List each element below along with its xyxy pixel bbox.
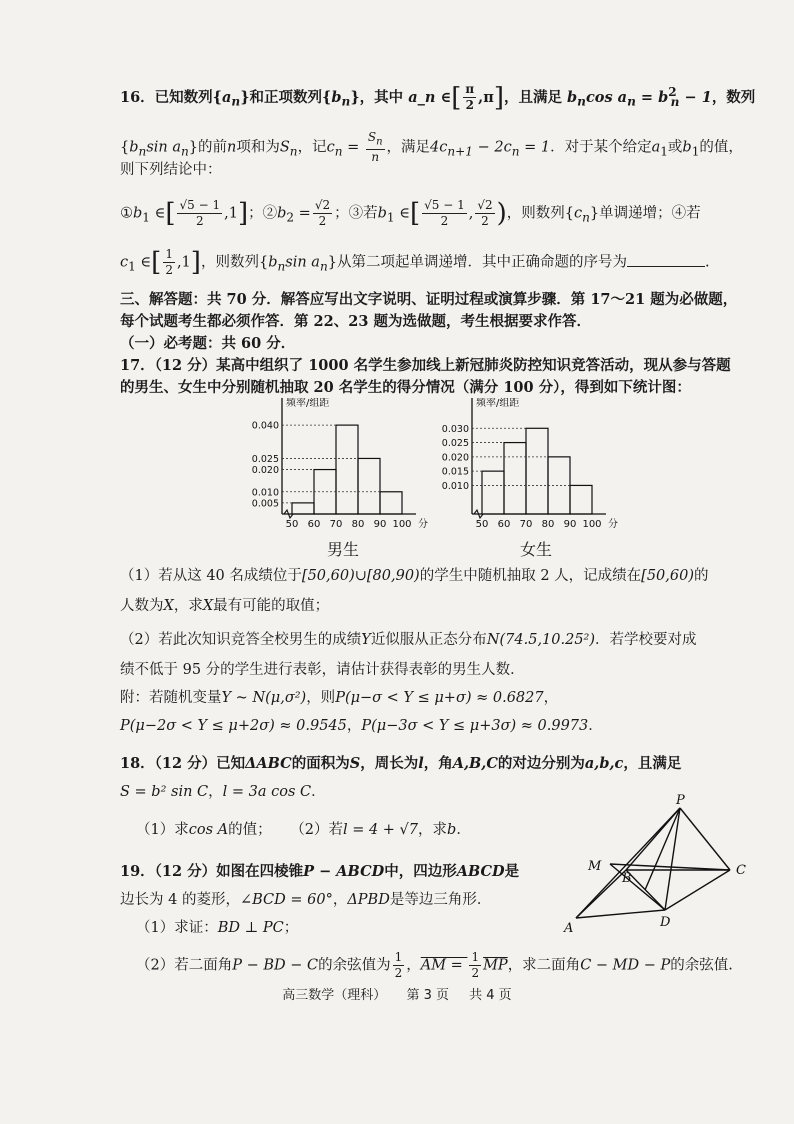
edge-AD xyxy=(576,910,665,918)
answer-blank[interactable] xyxy=(627,252,705,267)
bar-70-80 xyxy=(336,425,358,514)
x-tick-label: 90 xyxy=(563,519,577,530)
y-tick-label: 0.020 xyxy=(441,452,469,464)
page-footer xyxy=(0,984,794,1003)
x-axis-label: 分 xyxy=(418,519,428,530)
female-chart-title: 女生 xyxy=(520,540,553,559)
y-tick-label: 0.005 xyxy=(251,498,279,510)
edge-MD xyxy=(610,864,665,910)
section3-line1: 三、解答题：共 70 分．解答应写出文字说明、证明过程或演算步骤．第 17～21 题为必做题， xyxy=(120,291,738,308)
q17-part1-cont: 人数为X，求X最有可能的取值； xyxy=(120,598,330,614)
q17-part1: （1）若从这 40 名成绩位于[50,60)∪[80,90)的学生中随机抽取 2 人，记成绩在[50,60)的 xyxy=(120,568,709,584)
q16-line3: 则下列结论中： xyxy=(120,162,222,178)
y-tick-label: 0.030 xyxy=(441,423,469,435)
section3-line2: 每个试题考生都必须作答．第 22、23 题为选做题，考生根据要求作答． xyxy=(120,313,591,330)
x-tick-label: 50 xyxy=(475,519,489,530)
x-tick-label: 50 xyxy=(285,519,299,530)
q17-line2: 的男生、女生中分别随机抽取 20 名学生的得分情况（满分 100 分），得到如下统计图： xyxy=(120,379,691,396)
edge-PC xyxy=(680,808,730,870)
male-chart-title: 男生 xyxy=(327,540,360,559)
bar-50-60 xyxy=(292,503,314,514)
q17-attachment-2: P(μ−2σ < Y ≤ μ+2σ) ≈ 0.9545，P(μ−3σ < Y ≤ μ+3σ) ≈ 0.9973． xyxy=(120,718,603,734)
q19-line2: 边长为 4 的菱形，∠BCD = 60°，ΔPBD是等边三角形． xyxy=(120,892,492,908)
label-C: C xyxy=(736,863,746,878)
x-tick-label: 80 xyxy=(351,519,365,530)
bar-80-90 xyxy=(548,457,570,514)
x-tick-label: 70 xyxy=(519,519,533,530)
x-tick-label: 70 xyxy=(329,519,343,530)
q19-part1: （1）求证：BD ⊥ PC； xyxy=(136,920,299,936)
q16-line2: {$b_n\sin$ $a_n$}的前n项和为$S_n$，记$c_n$ = $\frac{S_n}{n}$ ，满足$4c_{n+1} - 2c_n = 1$．对于某个给定$a_1$或$b_1$的值， xyxy=(120,130,743,165)
bar-70-80 xyxy=(526,428,548,514)
x-tick-label: 90 xyxy=(373,519,387,530)
x-tick-label: 100 xyxy=(392,519,412,530)
label-B: B xyxy=(622,871,632,886)
section3-line3: （一）必考题：共 60 分． xyxy=(120,335,296,352)
x-tick-label: 60 xyxy=(497,519,511,530)
edge-AB xyxy=(576,870,626,918)
y-tick-label: 0.010 xyxy=(441,480,469,492)
bar-50-60 xyxy=(482,471,504,514)
q16-line4: $①b_1$ ∈[ $\frac{√5 - 1}{2}$ ,1]；$②b_2$ = $\frac{√2}{2}$ ；③若$b_1$ ∈[ $\frac{√5 - 1}{2}$ , $\frac{√2}{2}$ )，则数列$\{c_n\}$单调递增；④若 xyxy=(120,198,701,229)
footer-page: 第 3 页 xyxy=(406,988,449,1003)
q16-line5: $c_1$ ∈[ $\frac{1}{2}$ ,1]，则数列{$b_n\sin$ $a_n$}从第二项起单调递增．其中正确命题的序号为 . xyxy=(120,247,710,278)
edge-PO xyxy=(645,808,680,890)
male-histogram xyxy=(240,398,440,538)
y-tick-label: 0.040 xyxy=(251,420,279,432)
y-tick-label: 0.015 xyxy=(441,466,469,478)
y-tick-label: 0.010 xyxy=(251,487,279,499)
y-tick-label: 0.020 xyxy=(251,465,279,477)
x-tick-label: 80 xyxy=(541,519,555,530)
x-tick-label: 60 xyxy=(307,519,321,530)
y-axis-label: 频率/组距 xyxy=(476,398,520,409)
q19-part2: （2）若二面角P − BD − C的余弦值为 $\frac{1}{2}$ ，AM = $\frac{1}{2}$ $\overline{MP}$，求二面角C − MD − P的余弦值. xyxy=(136,950,733,980)
footer-total: 共 4 页 xyxy=(469,988,512,1003)
q17-part2: （2）若此次知识竞答全校男生的成绩Y近似服从正态分布N(74.5,10.25²)．若学校要对成 xyxy=(120,632,697,648)
q18-line1: 18．（12 分）已知ΔABC的面积为S，周长为l，角A,B,C的对边分别为a,b,c，且满足 xyxy=(120,755,682,772)
x-tick-label: 100 xyxy=(582,519,602,530)
q19-line1: 19．（12 分）如图在四棱锥P − ABCD中，四边形ABCD是 xyxy=(120,863,520,880)
q17-line1: 17．（12 分）某高中组织了 1000 名学生参加线上新冠肺炎防控知识竞答活动，现从参与答题 xyxy=(120,357,731,374)
bar-80-90 xyxy=(358,458,380,514)
y-tick-label: 0.025 xyxy=(441,438,469,450)
q17-part2-cont: 绩不低于 95 分的学生进行表彰，请估计获得表彰的男生人数． xyxy=(120,662,525,678)
edge-DC xyxy=(665,870,730,910)
q17-attachment: 附：若随机变量Y ~ N(μ,σ²)，则P(μ−σ < Y ≤ μ+σ) ≈ 0.6827， xyxy=(120,690,559,706)
bar-60-70 xyxy=(504,443,526,514)
label-D: D xyxy=(660,915,671,930)
y-tick-label: 0.025 xyxy=(251,453,279,465)
y-axis-label: 频率/组距 xyxy=(286,398,330,409)
label-P: P xyxy=(676,793,685,808)
bar-90-100 xyxy=(570,485,592,514)
footer-subject: 高三数学（理科） xyxy=(282,988,387,1003)
q18-parts: （1）求cos A的值； （2）若l = 4 + √7，求b． xyxy=(136,822,471,838)
pyramid-figure xyxy=(560,792,750,942)
q18-line2: S = b² sin C，l = 3a cos C． xyxy=(120,784,326,800)
bar-60-70 xyxy=(314,470,336,514)
female-histogram xyxy=(430,398,630,538)
label-A: A xyxy=(564,921,574,936)
label-M: M xyxy=(588,859,602,874)
bar-90-100 xyxy=(380,492,402,514)
x-axis-label: 分 xyxy=(608,519,618,530)
q16-line1: 16．已知数列$\{a_n\}$和正项数列$\{b_n\}$，其中 a_n ∈[ $\frac{\pi}{2}$ ,π]，且满足 $b_n\cos$ $a_n = b^2_n - 1$，数列 xyxy=(120,82,756,113)
